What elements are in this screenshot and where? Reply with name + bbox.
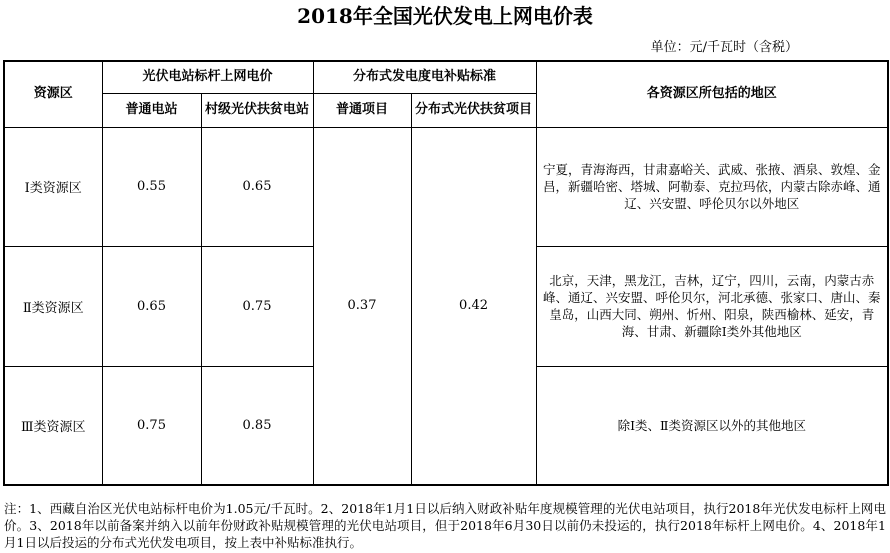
village-price-cell: 0.85 xyxy=(201,366,313,485)
ordinary-price-cell: 0.55 xyxy=(102,127,201,246)
header-resource-zone: 资源区 xyxy=(4,61,102,127)
table-row xyxy=(4,127,888,246)
header-row-1 xyxy=(4,61,888,93)
header-ordinary-project: 普通项目 xyxy=(313,93,411,127)
zone-cell: Ⅲ类资源区 xyxy=(4,366,102,485)
village-price-cell: 0.75 xyxy=(201,246,313,366)
village-price-cell: 0.65 xyxy=(201,127,313,246)
header-ordinary-station: 普通电站 xyxy=(102,93,201,127)
footnotes: 注：1、西藏自治区光伏电站标杆电价为1.05元/千瓦时。2、2018年1月1日以后纳入财政补贴年度规模管理的光伏电站项目，执行2018年光伏发电标杆上网电价。3、2018年以前备案并纳入以前年份财政补贴规模管理的光伏电站项目，但于2018年6月30日以前仍未投运的，执行2018年标杆上网电价。4、2018年1月1日以后投运的分布式光伏发电项目，按上表中补贴标准执行。 xyxy=(4,501,886,550)
header-village-poverty-station: 村级光伏扶贫电站 xyxy=(201,93,313,127)
zone-cell: Ⅱ类资源区 xyxy=(4,246,102,366)
header-distributed-poverty-project: 分布式光伏扶贫项目 xyxy=(411,93,536,127)
header-benchmark-group: 光伏电站标杆上网电价 xyxy=(102,61,313,93)
regions-cell: 北京，天津，黑龙江，吉林，辽宁，四川，云南，内蒙古赤峰、通辽、兴安盟、呼伦贝尔，河北承德、张家口、唐山、秦皇岛，山西大同、朔州、忻州、阳泉，陕西榆林、延安，青海、甘肃、新疆除Ⅰ类外其他地区 xyxy=(536,246,888,366)
regions-cell: 除Ⅰ类、Ⅱ类资源区以外的其他地区 xyxy=(536,366,888,485)
distributed-ordinary-cell: 0.37 xyxy=(313,127,411,485)
header-regions: 各资源区所包括的地区 xyxy=(536,61,888,127)
ordinary-price-cell: 0.75 xyxy=(102,366,201,485)
page-title: 2018年全国光伏发电上网电价表 xyxy=(297,4,593,28)
regions-cell: 宁夏，青海海西，甘肃嘉峪关、武威、张掖、酒泉、敦煌、金昌，新疆哈密、塔城、阿勒泰、克拉玛依，内蒙古除赤峰、通辽、兴安盟、呼伦贝尔以外地区 xyxy=(536,127,888,246)
price-table xyxy=(3,60,889,486)
header-distributed-group: 分布式发电度电补贴标准 xyxy=(313,61,536,93)
zone-cell: Ⅰ类资源区 xyxy=(4,127,102,246)
distributed-poverty-cell: 0.42 xyxy=(411,127,536,485)
ordinary-price-cell: 0.65 xyxy=(102,246,201,366)
unit-label: 单位：元/千瓦时（含税） xyxy=(650,40,798,55)
